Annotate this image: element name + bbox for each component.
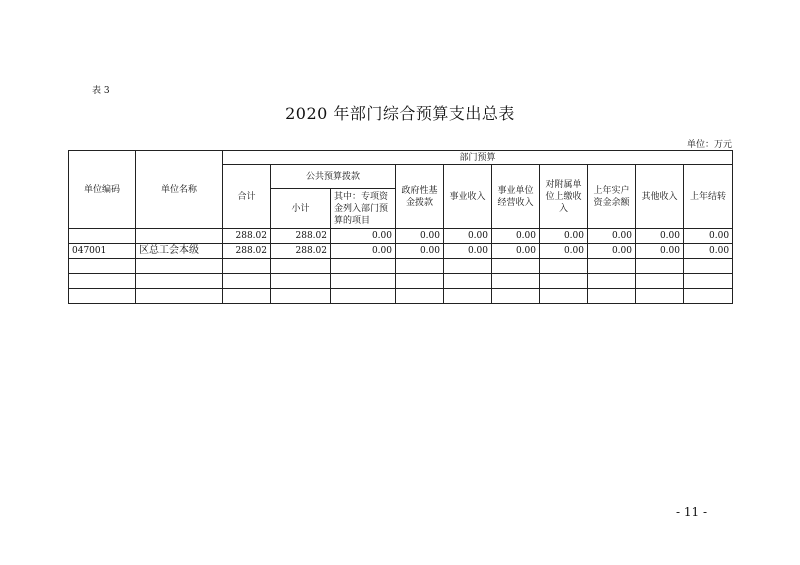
header-unit-code: 单位编码 <box>69 151 136 229</box>
header-gov-fund: 政府性基金拨款 <box>396 165 444 229</box>
cell-prev-year-balance: 0.00 <box>588 244 636 259</box>
cell-business-income: 0.00 <box>444 229 492 244</box>
cell-prev-year-balance: 0.00 <box>588 229 636 244</box>
page-number: - 11 - <box>676 505 708 519</box>
empty-table-row <box>69 289 733 304</box>
budget-table <box>68 150 733 304</box>
cell-prev-year-carryover: 0.00 <box>684 244 733 259</box>
cell-subordinate-income: 0.00 <box>540 229 588 244</box>
header-other-income: 其他收入 <box>636 165 684 229</box>
cell-business-unit-income: 0.00 <box>492 229 540 244</box>
cell-other-income: 0.00 <box>636 244 684 259</box>
empty-table-row <box>69 274 733 289</box>
cell-unit-name <box>136 229 223 244</box>
header-total: 合计 <box>223 165 271 229</box>
table-tag: 表 3 <box>92 86 110 96</box>
table-row <box>69 244 733 259</box>
cell-business-unit-income: 0.00 <box>492 244 540 259</box>
cell-special-funds: 0.00 <box>331 244 396 259</box>
cell-total: 288.02 <box>223 244 271 259</box>
cell-business-income: 0.00 <box>444 244 492 259</box>
empty-table-row <box>69 259 733 274</box>
header-subordinate-income: 对附属单位上缴收入 <box>540 165 588 229</box>
table-row <box>69 229 733 244</box>
header-business-income: 事业收入 <box>444 165 492 229</box>
cell-unit-code: 047001 <box>69 244 136 259</box>
header-prev-year-carryover: 上年结转 <box>684 165 733 229</box>
cell-gov-fund: 0.00 <box>396 229 444 244</box>
unit-label: 单位：万元 <box>686 140 732 150</box>
header-special-funds: 其中：专项资金列入部门预算的项目 <box>331 189 396 229</box>
cell-subtotal: 288.02 <box>271 244 331 259</box>
cell-prev-year-carryover: 0.00 <box>684 229 733 244</box>
cell-unit-name: 区总工会本级 <box>136 244 223 259</box>
header-dept-budget: 部门预算 <box>223 151 733 165</box>
header-unit-name: 单位名称 <box>136 151 223 229</box>
cell-other-income: 0.00 <box>636 229 684 244</box>
header-prev-year-balance: 上年实户资金余额 <box>588 165 636 229</box>
page-title: 2020 年部门综合预算支出总表 <box>285 104 515 123</box>
header-public-budget: 公共预算拨款 <box>271 165 396 189</box>
cell-gov-fund: 0.00 <box>396 244 444 259</box>
cell-subordinate-income: 0.00 <box>540 244 588 259</box>
cell-unit-code <box>69 229 136 244</box>
cell-special-funds: 0.00 <box>331 229 396 244</box>
header-subtotal: 小计 <box>271 189 331 229</box>
header-business-unit-income: 事业单位经营收入 <box>492 165 540 229</box>
cell-total: 288.02 <box>223 229 271 244</box>
cell-subtotal: 288.02 <box>271 229 331 244</box>
